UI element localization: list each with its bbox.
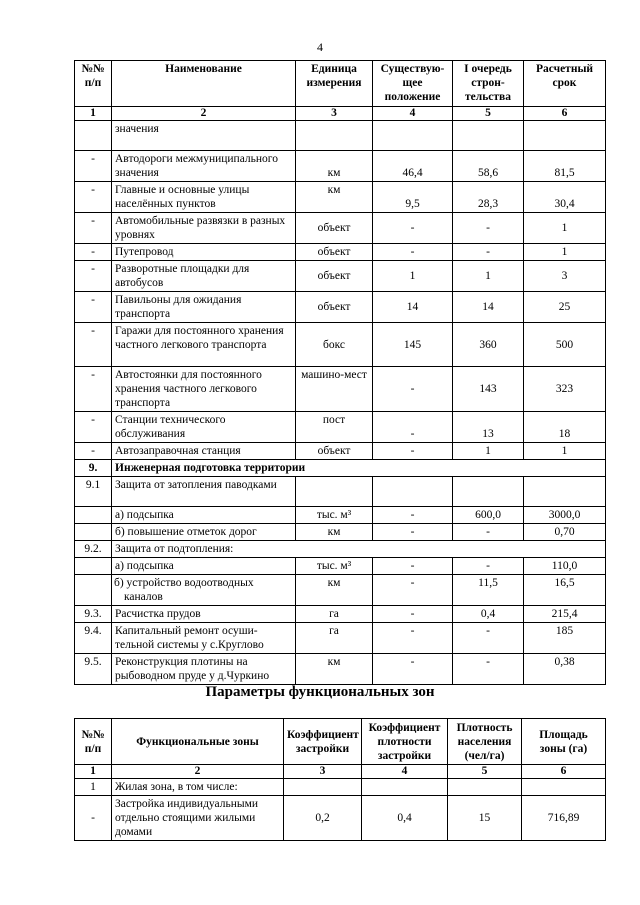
table-row: - Автомобильные развязки в разных уровнях объект - - 1 <box>75 213 606 244</box>
col-index: 4 <box>373 107 453 121</box>
col-index: 5 <box>448 765 522 779</box>
col-header-final: Расчетный срок <box>524 61 606 107</box>
table-row: б) устройство водоотводных каналов км - 11,5 16,5 <box>75 575 606 606</box>
section-heading: Инженерная подготовка территории <box>112 460 606 477</box>
table-row: 9.4. Капитальный ремонт осуши-тельной системы у с.Круглово га - - 185 <box>75 623 606 654</box>
col-index: 5 <box>453 107 524 121</box>
table-row: - Застройка индивидуальными отдельно стоящими жилыми домами 0,2 0,4 15 716,89 <box>75 796 606 841</box>
col-header-density: Коэффициент плотности застройки <box>362 719 448 765</box>
table-row: 9.2. Защита от подтопления: <box>75 541 606 558</box>
table-row: - Автозаправочная станция объект - 1 1 <box>75 443 606 460</box>
col-index: 3 <box>284 765 362 779</box>
col-index: 3 <box>296 107 373 121</box>
col-header-number: №№ п/п <box>75 61 112 107</box>
column-index-row <box>75 107 606 121</box>
col-header-name: Наименование <box>112 61 296 107</box>
table-header-row <box>75 719 606 765</box>
table-row: 9.5. Реконструкция плотины на рыбоводном пруде у д.Чуркино км - - 0,38 <box>75 654 606 685</box>
table-row: - Путепровод объект - - 1 <box>75 244 606 261</box>
column-index-row <box>75 765 606 779</box>
col-header-existing: Существую-щее положение <box>373 61 453 107</box>
table-row: 9. Инженерная подготовка территории <box>75 460 606 477</box>
col-index: 6 <box>524 107 606 121</box>
col-index: 2 <box>112 107 296 121</box>
table-row: - Автостоянки для постоянного хранения частного легкового транспорта машино-мест - 143 323 <box>75 367 606 412</box>
col-index: 4 <box>362 765 448 779</box>
table-row: а) подсыпка тыс. м³ - 600,0 3000,0 <box>75 507 606 524</box>
table-row: значения <box>75 121 606 151</box>
col-index: 1 <box>75 765 112 779</box>
col-header-zone: Функциональные зоны <box>112 719 284 765</box>
col-index: 6 <box>522 765 606 779</box>
col-header-coverage: Коэффициент застройки <box>284 719 362 765</box>
table-row: - Станции технического обслуживания пост - 13 18 <box>75 412 606 443</box>
table-row: 9.1 Защита от затопления паводками <box>75 477 606 507</box>
table-row: 9.3. Расчистка прудов га - 0,4 215,4 <box>75 606 606 623</box>
col-header-number: №№ п/п <box>75 719 112 765</box>
col-index: 2 <box>112 765 284 779</box>
table-row: а) подсыпка тыс. м³ - - 110,0 <box>75 558 606 575</box>
col-header-unit: Единица измерения <box>296 61 373 107</box>
section-title: Параметры функциональных зон <box>205 684 435 700</box>
col-header-area: Площадь зоны (га) <box>522 719 606 765</box>
infrastructure-table <box>74 60 606 685</box>
table-row: - Павильоны для ожидания транспорта объект 14 14 25 <box>75 292 606 323</box>
table-row: - Главные и основные улицы населённых пунктов км 9,5 28,3 30,4 <box>75 182 606 213</box>
table-row: б) повышение отметок дорог км - - 0,70 <box>75 524 606 541</box>
table-row: - Автодороги межмуниципального значения км 46,4 58,6 81,5 <box>75 151 606 182</box>
col-header-population: Плотность населения (чел/га) <box>448 719 522 765</box>
col-header-first-stage: I очередь строн-тельства <box>453 61 524 107</box>
table-row: - Разворотные площадки для автобусов объект 1 1 3 <box>75 261 606 292</box>
table-row: 1 Жилая зона, в том числе: <box>75 779 606 796</box>
page-number: 4 <box>317 40 323 54</box>
table-header-row <box>75 61 606 107</box>
col-index: 1 <box>75 107 112 121</box>
table-row: - Гаражи для постоянного хранения частного легкового транспорта бокс 145 360 500 <box>75 323 606 367</box>
functional-zones-table <box>74 718 606 841</box>
